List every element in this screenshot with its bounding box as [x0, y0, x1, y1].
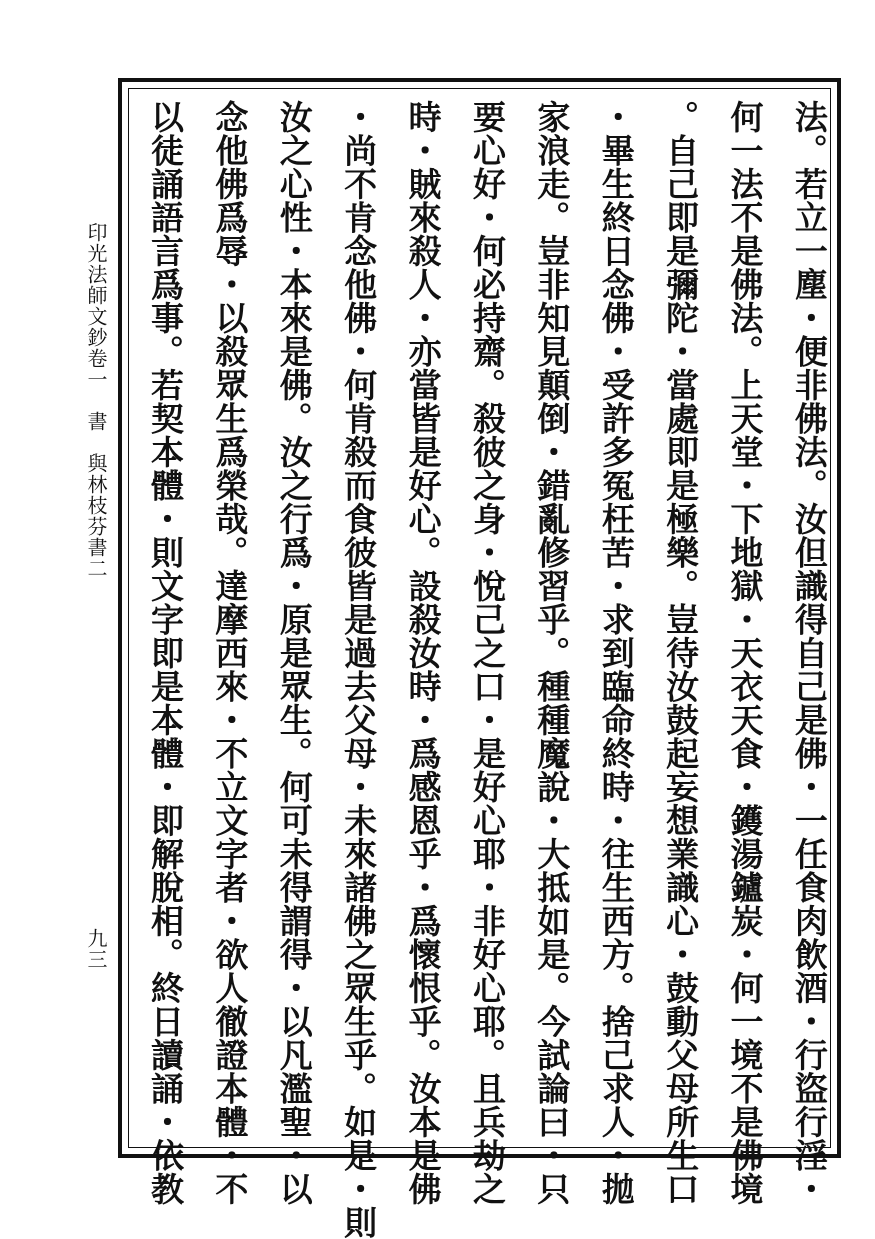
text-column: 汝之心性・本來是佛。汝之行爲・原是眾生。何可未得謂得・以凡濫聖・以 — [274, 100, 314, 1206]
text-column: 以徒誦語言爲事。若契本體・則文字即是本體・即解脫相。終日讀誦・依教 — [146, 100, 185, 1206]
body-text — [144, 100, 830, 1239]
running-head: 印光法師文鈔卷一 書 與林枝芬書二 — [84, 222, 108, 579]
text-column: 時・賊來殺人・亦當皆是好心。設殺汝時・爲感恩乎・爲懷恨乎。汝本是佛 — [403, 100, 443, 1206]
text-column: 何一法不是佛法。上天堂・下地獄・天衣天食・鑊湯鑪炭・何一境不是佛境 — [725, 100, 765, 1206]
text-column: ・尚不肯念他佛・何肯殺而食彼皆是過去父母・未來諸佛之眾生乎。如是・則 — [339, 100, 379, 1239]
text-column: 要心好・何必持齋。殺彼之身・悅己之口・是好心耶・非好心耶。且兵劫之 — [467, 100, 507, 1206]
text-column: ・畢生終日念佛・受許多冤枉苦・求到臨命終時・往生西方。捨己求人・拋 — [596, 100, 636, 1206]
text-column: 。自己即是彌陀・當處即是極樂。豈待汝鼓起妄想業識心・鼓動父母所生口 — [661, 100, 701, 1206]
page-number: 九三 — [84, 928, 108, 970]
text-column: 家浪走。豈非知見顛倒・錯亂修習乎。種種魔說・大抵如是。今試論曰・只 — [532, 100, 572, 1206]
text-column: 念他佛爲辱・以殺眾生爲榮哉。達摩西來・不立文字者・欲人徹證本體・不 — [210, 100, 250, 1206]
text-column: 法。若立一塵・便非佛法。汝但識得自己是佛・一任食肉飲酒・行盜行淫・ — [789, 100, 829, 1206]
